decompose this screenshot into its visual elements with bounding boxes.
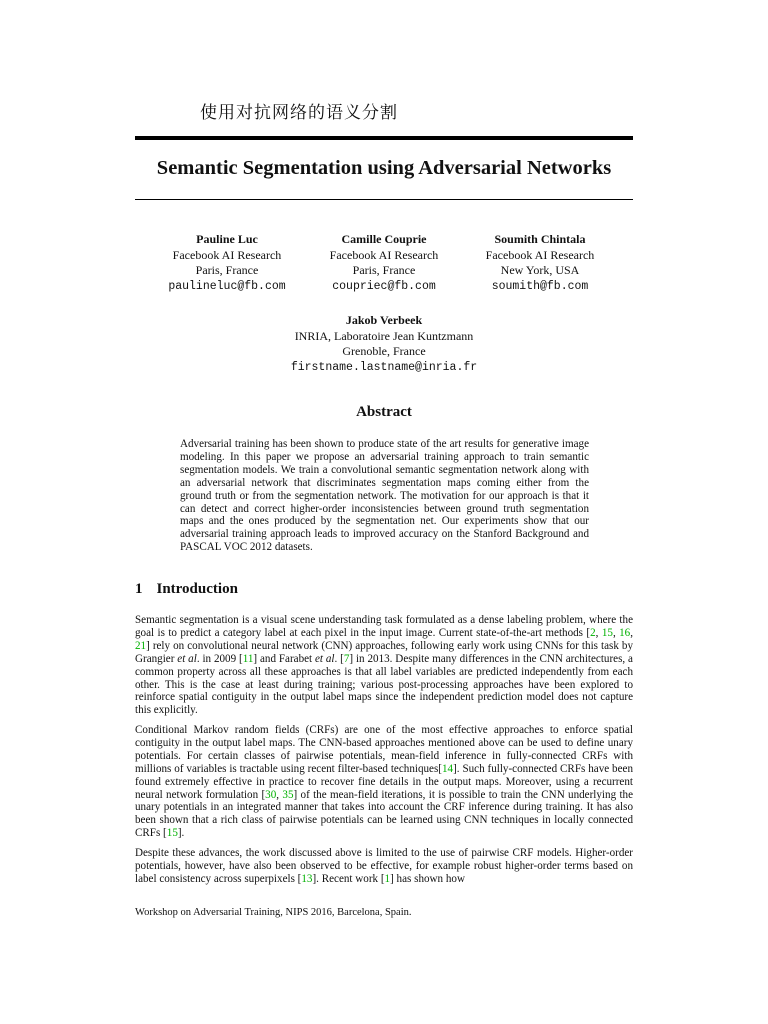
text: Semantic segmentation is a visual scene understanding task formulated as a dense labeling problem, where the goal is to predict a category label at each pixel in the input image. Current state-of-the-art methods [ [135, 614, 633, 639]
text: , [630, 626, 633, 639]
text: , [595, 626, 602, 639]
author-email[interactable]: paulineluc@fb.com [168, 279, 286, 293]
citation-link[interactable]: 30 [265, 788, 277, 801]
text: . in 2009 [ [196, 652, 243, 665]
text: Despite these advances, the work discussed above is limited to the use of pairwise CRF models. Higher-order potentials, however, have also been observed to be effective, for example robust higher-order terms based on label consistency across superpixels [ [135, 847, 633, 885]
citation-link[interactable]: 13 [301, 872, 313, 885]
text: , [276, 788, 283, 801]
author-name: Jakob Verbeek [345, 313, 423, 327]
paragraph-1 [135, 614, 633, 717]
text: ]. [177, 827, 185, 840]
footer-note: Workshop on Adversarial Training, NIPS 2016, Barcelona, Spain. [135, 907, 412, 918]
citation-link[interactable]: 16 [619, 626, 631, 639]
emphasis: et al [177, 652, 197, 665]
author-location: Paris, France [352, 263, 416, 277]
author-location: Paris, France [195, 263, 259, 277]
abstract-heading: Abstract [356, 404, 412, 420]
text: ] has shown how [390, 872, 465, 885]
author-email[interactable]: firstname.lastname@inria.fr [290, 360, 478, 374]
author-name: Camille Couprie [341, 232, 427, 246]
author-affiliation: INRIA, Laboratoire Jean Kuntzmann [294, 328, 474, 343]
paragraph-3 [135, 847, 633, 886]
text: ] in 2013. Despite many differences in the CNN architectures, a common property across all these approaches is that all label variables are predicted independently from each other. This is the case at least during training; various post-processing approaches have been explored to reinforce spatial contiguity in the output label maps since the independent prediction model does not capture this explicitly. [135, 652, 633, 717]
text: ] of the mean-field iterations, it is possible to train the CNN underlying the unary potentials in an integrated manner that takes into account the CRF inference during training. It has also been shown that a rich class of pairwise potentials can be learned using CNN techniques in locally connected CRFs [ [135, 788, 634, 840]
citation-link[interactable]: 1 [384, 872, 391, 885]
abstract-text: Adversarial training has been shown to produce state of the art results for generative image modeling. In this paper we propose an adversarial training approach to train semantic segmentation models. We train a convolutional semantic segmentation network along with an adversarial network that discriminates segmentation maps coming either from the ground truth or from the segmentation network. The motivation for our approach is that it can detect and correct higher-order inconsistencies between ground truth segmentation maps and the ones produced by the segmentation net. Our experiments show that our adversarial training approach leads to improved accuracy on the Stanford Background and PASCAL VOC 2012 datasets. [180, 438, 589, 554]
text: ] and Farabet [253, 652, 315, 665]
author-email[interactable]: soumith@fb.com [491, 279, 589, 293]
section-title: Introduction [156, 581, 238, 597]
chinese-title: 使用对抗网络的语义分割 [200, 103, 398, 123]
citation-link[interactable]: 35 [282, 788, 294, 801]
text: ] rely on convolutional neural network (CNN) approaches, following early work using CNNs for this task by Grangier [135, 639, 633, 665]
text: ]. Recent work [ [312, 872, 385, 885]
author-affiliation: Facebook AI Research [329, 247, 439, 262]
author-affiliation: Facebook AI Research [485, 247, 595, 262]
citation-link[interactable]: 7 [343, 652, 350, 665]
author-location: New York, USA [500, 263, 580, 277]
author-block [294, 232, 474, 294]
author-location: Grenoble, France [342, 344, 426, 358]
title-rule-top [135, 136, 633, 140]
text: , [612, 626, 620, 639]
title-rule-bottom [135, 199, 633, 200]
citation-link[interactable]: 21 [135, 639, 147, 652]
author-affiliation: Facebook AI Research [172, 247, 282, 262]
author-block [137, 232, 317, 294]
citation-link[interactable]: 2 [590, 626, 596, 639]
author-name: Pauline Luc [196, 232, 258, 246]
emphasis: et al [315, 652, 335, 665]
citation-link[interactable]: 15 [601, 626, 613, 639]
author-name: Soumith Chintala [494, 232, 586, 246]
text: ]. Such fully-connected CRFs have been found extremely effective in practice to recover fine details in the output maps. Moreover, using a recurrent neural network formulation [ [135, 762, 634, 801]
section-heading [135, 581, 252, 598]
author-block [264, 313, 504, 375]
citation-link[interactable]: 15 [166, 827, 178, 840]
author-email[interactable]: coupriec@fb.com [332, 279, 436, 293]
author-block [450, 232, 630, 294]
paragraph-2 [135, 724, 633, 840]
paper-title: Semantic Segmentation using Adversarial Networks [156, 157, 612, 179]
citation-link[interactable]: 11 [242, 652, 254, 665]
citation-link[interactable]: 14 [441, 762, 454, 775]
text: Conditional Markov random fields (CRFs) are one of the most effective approaches to enforce spatial contiguity in the output label maps. The CNN-based approaches mentioned above can be used to define unary potentials. For certain classes of pairwise potentials, mean-field inference in fully-connected CRFs with millions of variables is tractable using recent filter-based techniques[ [135, 724, 633, 775]
section-number: 1 [135, 581, 143, 597]
text: . [ [334, 652, 344, 665]
